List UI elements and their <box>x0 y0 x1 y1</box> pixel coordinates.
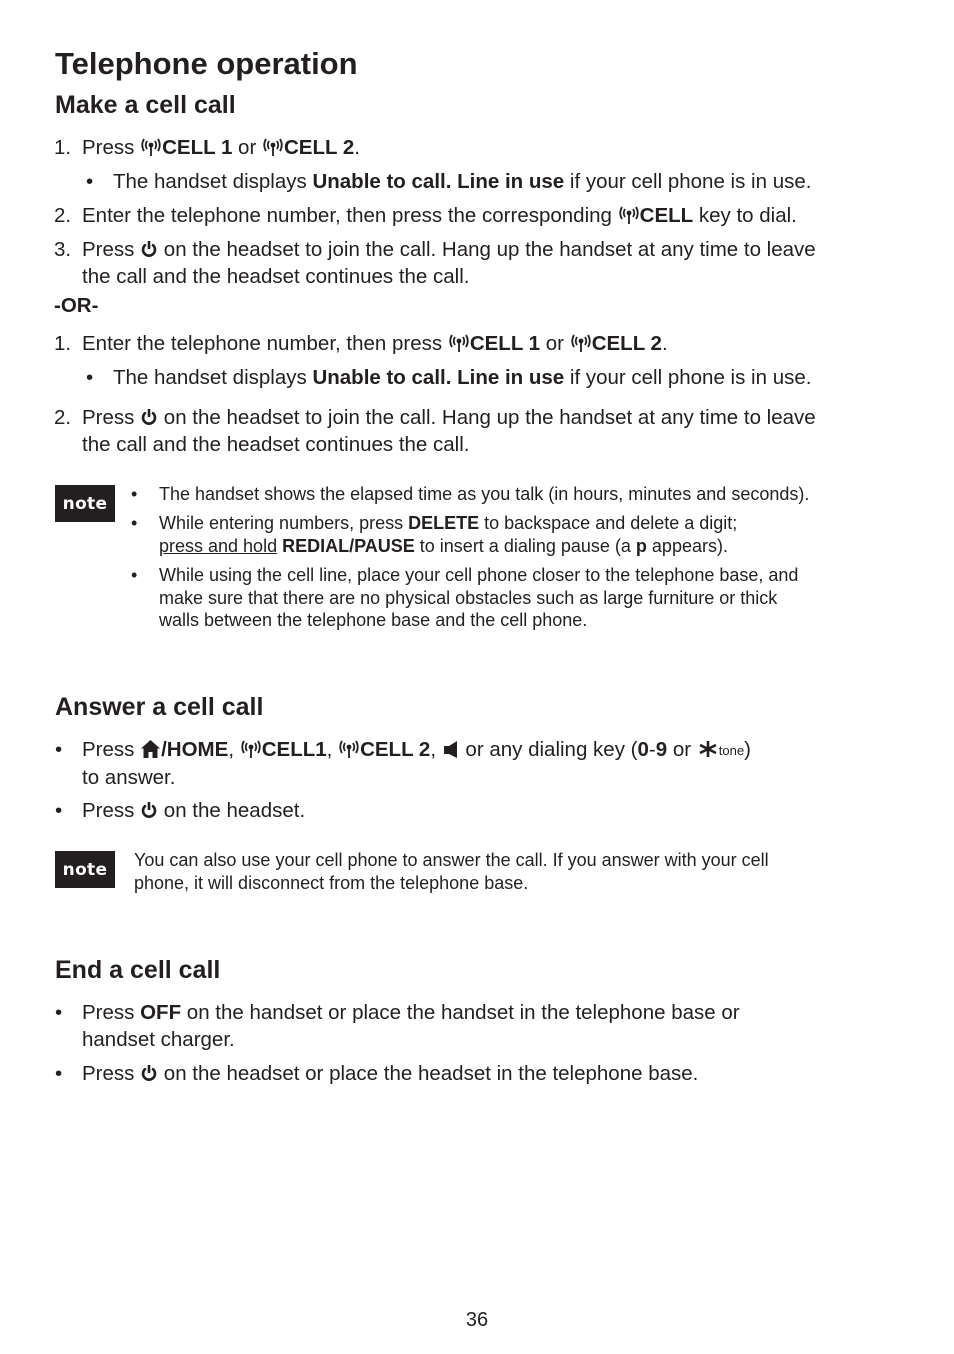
note-text: phone, it will disconnect from the telephone base. <box>134 873 529 893</box>
pause-char: p <box>635 536 647 556</box>
text: ) <box>744 738 751 761</box>
bullet: • <box>55 799 63 822</box>
speaker-icon <box>442 740 460 759</box>
text: , <box>430 738 442 761</box>
display-message: Unable to call. Line in use <box>312 170 565 193</box>
note-text: The handset shows the elapsed time as you talk (in hours, minutes and seconds). <box>159 484 810 504</box>
text: Press <box>82 1001 141 1024</box>
bullet-text <box>82 999 740 1026</box>
bullet: • <box>131 565 138 585</box>
cell-signal-icon <box>448 333 470 353</box>
section-heading-answer: Answer a cell call <box>55 693 264 721</box>
text: on the headset. <box>158 799 306 822</box>
bullet: • <box>86 170 94 193</box>
bullet: • <box>131 513 138 533</box>
cell-signal-icon <box>338 739 360 759</box>
bullet: • <box>55 1001 63 1024</box>
text: on the headset or place the headset in the telephone base. <box>158 1062 699 1085</box>
text: or <box>232 136 262 159</box>
key-label: 0 <box>637 738 649 761</box>
text: The handset displays <box>113 170 313 193</box>
text: or any dialing key ( <box>459 738 638 761</box>
text: key to dial. <box>693 204 797 227</box>
key-label: CELL 2 <box>591 332 662 355</box>
power-icon <box>140 1064 158 1083</box>
or-separator: -OR- <box>54 294 99 317</box>
page-number: 36 <box>465 1309 489 1331</box>
text: The handset displays <box>113 366 313 389</box>
power-icon <box>140 408 158 427</box>
text: if your cell phone is in use. <box>564 366 812 389</box>
bullet-text <box>82 1060 698 1087</box>
home-icon <box>140 739 161 759</box>
page-title: Telephone operation <box>55 46 358 81</box>
bullet-text <box>82 736 751 764</box>
text: Press <box>82 238 141 261</box>
key-label: OFF <box>140 1001 182 1024</box>
key-label: CELL 2 <box>360 738 431 761</box>
text: or <box>540 332 570 355</box>
bullet: • <box>55 738 63 761</box>
cell-signal-icon <box>570 333 592 353</box>
step-number: 3. <box>54 238 72 261</box>
bullet: • <box>86 366 94 389</box>
star-icon <box>697 739 719 759</box>
note-badge: note <box>55 485 115 522</box>
section-heading-end: End a cell call <box>55 956 221 984</box>
text: appears). <box>646 536 728 556</box>
bullet: • <box>55 1062 63 1085</box>
underlined-text: press and hold <box>159 536 278 556</box>
step-text <box>82 236 816 263</box>
key-label: REDIAL/PAUSE <box>277 536 415 556</box>
bullet: • <box>131 484 138 504</box>
key-label: /HOME <box>161 738 229 761</box>
text: Press <box>82 1062 141 1085</box>
note-text: make sure that there are no physical obstacles such as large furniture or thick <box>159 588 778 608</box>
section-heading-make: Make a cell call <box>55 91 236 119</box>
bullet-text <box>82 797 305 824</box>
cell-signal-icon <box>262 137 284 157</box>
text: Press <box>82 406 141 429</box>
note-text: While using the cell line, place your cell phone closer to the telephone base, and <box>159 565 799 585</box>
text: to backspace and delete a digit; <box>479 513 738 533</box>
text: on the handset or place the handset in the telephone base or <box>181 1001 740 1024</box>
text: on the headset to join the call. Hang up the handset at any time to leave <box>158 238 816 261</box>
text: Press <box>82 136 141 159</box>
bullet-text: handset charger. <box>82 1028 235 1051</box>
step-text: the call and the headset continues the call. <box>82 265 470 288</box>
text: , <box>228 738 240 761</box>
bullet-text <box>113 364 811 391</box>
step-number: 1. <box>54 332 72 355</box>
text: - <box>648 738 656 761</box>
step-text <box>82 330 668 357</box>
text: . <box>354 136 360 159</box>
key-label: CELL <box>639 204 694 227</box>
step-text <box>82 134 360 161</box>
step-text: the call and the headset continues the call. <box>82 433 470 456</box>
text: Enter the telephone number, then press <box>82 332 448 355</box>
step-text <box>82 404 816 431</box>
note-text: You can also use your cell phone to answer the call. If you answer with your cell <box>134 850 769 870</box>
text: on the headset to join the call. Hang up the handset at any time to leave <box>158 406 816 429</box>
key-label: 9 <box>655 738 668 761</box>
text: Press <box>82 799 141 822</box>
note-text <box>159 512 737 535</box>
key-label: CELL 2 <box>283 136 355 159</box>
bullet-text: to answer. <box>82 766 176 789</box>
text: to insert a dialing pause (a <box>414 536 636 556</box>
note-text <box>159 535 728 558</box>
display-message: Unable to call. Line in use <box>312 366 565 389</box>
cell-signal-icon <box>240 739 262 759</box>
text: . <box>661 332 668 355</box>
key-label: CELL 1 <box>469 332 541 355</box>
text: Enter the telephone number, then press the corresponding <box>82 204 618 227</box>
text: if your cell phone is in use. <box>564 170 812 193</box>
bullet-text <box>113 168 811 195</box>
note-text: walls between the telephone base and the cell phone. <box>159 610 588 630</box>
note-badge: note <box>55 851 115 888</box>
text: Press <box>82 738 141 761</box>
text: or <box>667 738 697 761</box>
tone-label: tone <box>718 743 745 758</box>
text: , <box>326 738 339 761</box>
step-text <box>82 202 797 229</box>
key-label: DELETE <box>408 513 480 533</box>
cell-signal-icon <box>140 137 162 157</box>
power-icon <box>140 240 158 259</box>
step-number: 2. <box>54 204 72 227</box>
text: While entering numbers, press <box>159 513 409 533</box>
key-label: CELL 1 <box>162 136 233 159</box>
key-label: CELL1 <box>261 738 327 761</box>
step-number: 1. <box>54 136 72 159</box>
cell-signal-icon <box>618 205 640 225</box>
power-icon <box>140 801 158 820</box>
step-number: 2. <box>54 406 72 429</box>
